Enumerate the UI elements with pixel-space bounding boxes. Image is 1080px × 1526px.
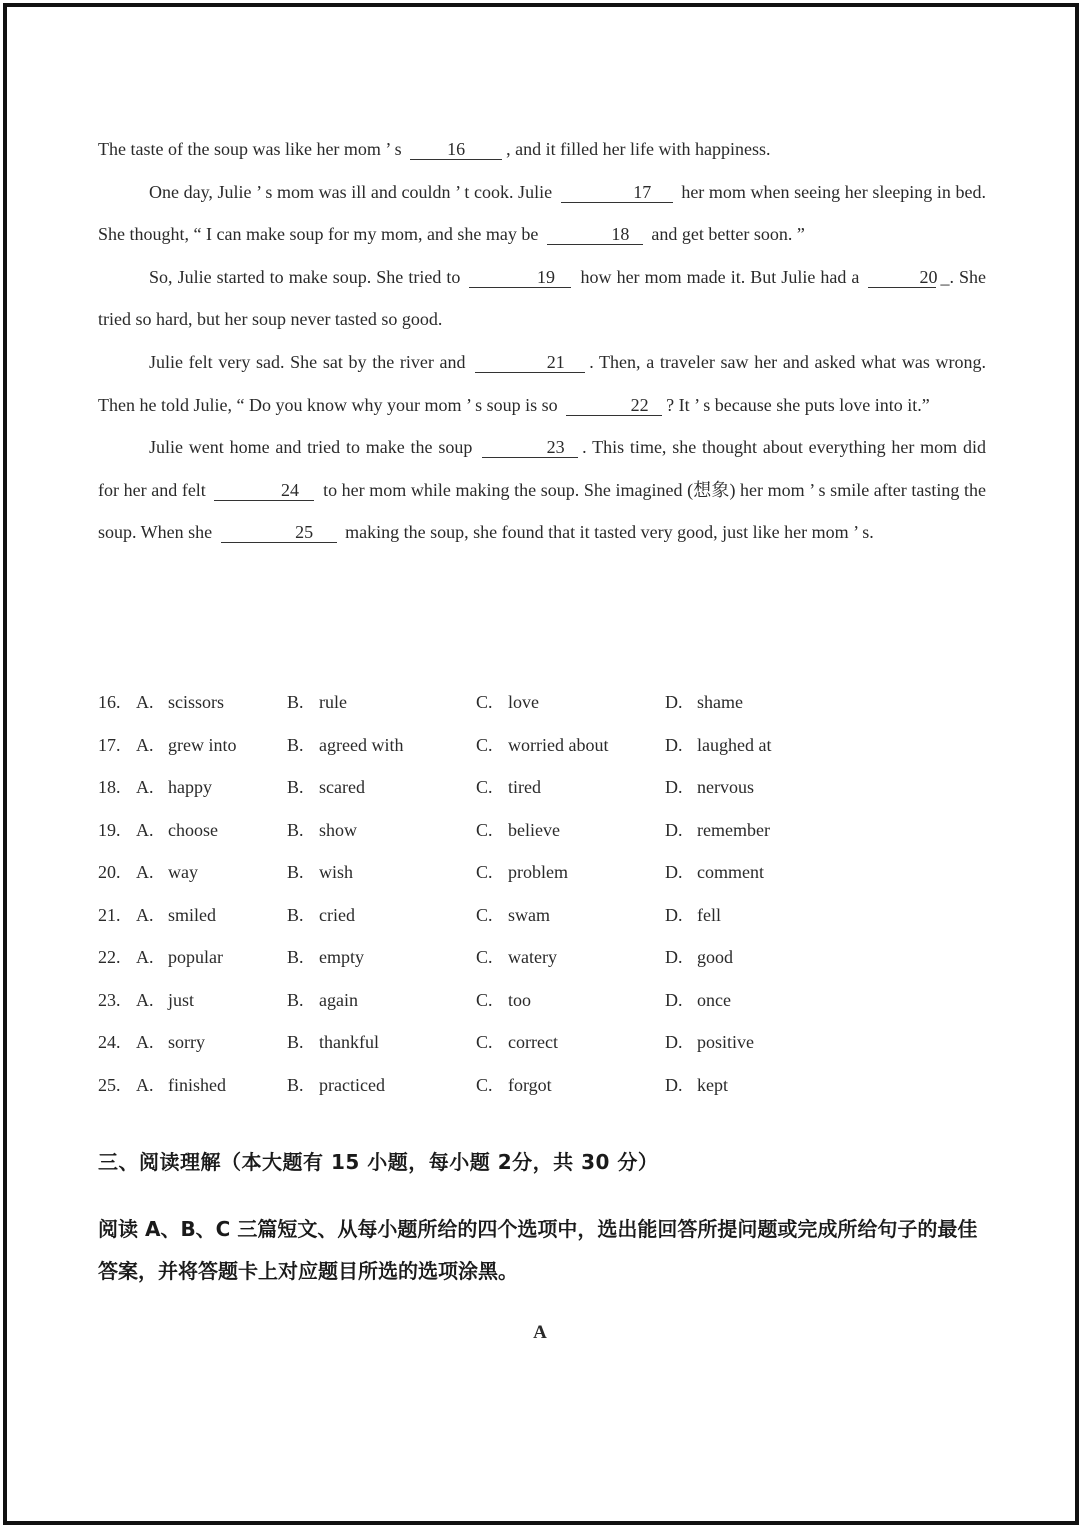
- option-text: finished: [168, 1074, 226, 1095]
- option-letter: A.: [136, 947, 154, 967]
- option-letter: A.: [136, 989, 154, 1010]
- question-row: [98, 1021, 986, 1064]
- passage-paragraph: [98, 341, 986, 426]
- option-text: swam: [508, 904, 550, 925]
- option-letter: A.: [136, 904, 154, 925]
- option-text: scissors: [168, 692, 225, 712]
- passage-text: how her mom made it. But Julie had a: [580, 266, 860, 287]
- option-c[interactable]: [476, 724, 608, 767]
- option-letter: B.: [287, 1032, 304, 1052]
- answer-options: [98, 681, 986, 1106]
- blank-17: 17: [561, 182, 673, 203]
- option-letter: C.: [476, 862, 493, 882]
- option-text: watery: [508, 947, 557, 967]
- option-text: happy: [168, 777, 212, 797]
- option-d[interactable]: [665, 1021, 754, 1064]
- option-text: forgot: [508, 1074, 552, 1095]
- option-letter: C.: [476, 777, 493, 797]
- option-text: thankful: [319, 1032, 379, 1052]
- blank-20: 20: [868, 267, 936, 288]
- question-number: 22.: [98, 947, 121, 967]
- option-text: just: [168, 989, 195, 1010]
- option-b[interactable]: [287, 724, 403, 767]
- option-text: grew into: [168, 734, 237, 755]
- option-text: good: [697, 947, 733, 967]
- option-text: empty: [319, 947, 364, 967]
- option-text: scared: [319, 777, 365, 797]
- question-row: [98, 681, 986, 724]
- option-text: remember: [697, 819, 770, 840]
- passage-paragraph: [98, 426, 986, 554]
- option-letter: C.: [476, 734, 493, 755]
- passage-text: ? It ’ s because she puts love into it.”: [666, 394, 930, 415]
- blank-25: 25: [221, 522, 337, 543]
- option-a[interactable]: [136, 681, 224, 724]
- option-c[interactable]: [476, 809, 560, 852]
- option-text: fell: [697, 904, 721, 925]
- option-letter: C.: [476, 989, 493, 1010]
- option-letter: D.: [665, 777, 683, 797]
- option-d[interactable]: [665, 851, 764, 894]
- option-text: worried about: [508, 734, 609, 755]
- option-c[interactable]: [476, 979, 531, 1022]
- option-d[interactable]: [665, 681, 743, 724]
- option-text: shame: [697, 692, 743, 712]
- option-a[interactable]: [136, 851, 198, 894]
- option-text: once: [697, 989, 731, 1010]
- option-c[interactable]: [476, 766, 541, 809]
- question-number: 20.: [98, 862, 121, 882]
- option-letter: B.: [287, 777, 304, 797]
- option-letter: B.: [287, 734, 304, 755]
- option-letter: C.: [476, 692, 493, 712]
- option-text: way: [168, 862, 198, 882]
- option-letter: D.: [665, 947, 683, 967]
- question-row: [98, 809, 986, 852]
- question-row: [98, 1064, 986, 1107]
- blank-19: 19: [469, 267, 571, 288]
- option-text: believe: [508, 819, 560, 840]
- option-text: love: [508, 692, 539, 712]
- option-letter: D.: [665, 862, 683, 882]
- option-letter: B.: [287, 819, 304, 840]
- passage-label: A: [533, 1322, 547, 1343]
- option-d[interactable]: [665, 766, 754, 809]
- option-a[interactable]: [136, 894, 216, 937]
- option-letter: A.: [136, 777, 154, 797]
- option-c[interactable]: [476, 936, 557, 979]
- option-text: smiled: [168, 904, 216, 925]
- question-row: [98, 894, 986, 937]
- option-text: rule: [319, 692, 347, 712]
- option-letter: C.: [476, 1032, 493, 1052]
- option-a[interactable]: [136, 766, 212, 809]
- option-a[interactable]: [136, 1021, 205, 1064]
- option-letter: C.: [476, 904, 493, 925]
- option-d[interactable]: [665, 936, 733, 979]
- question-number: 16.: [98, 692, 121, 712]
- passage-text: making the soup, she found that it tasted very good, just like her mom ’ s.: [345, 522, 874, 543]
- option-letter: D.: [665, 692, 683, 712]
- option-letter: B.: [287, 692, 304, 712]
- option-letter: C.: [476, 947, 493, 967]
- option-c[interactable]: [476, 1021, 558, 1064]
- option-letter: B.: [287, 862, 304, 882]
- passage-text: Julie went home and tried to make the soup: [149, 437, 473, 458]
- option-text: nervous: [697, 777, 754, 797]
- question-number: 18.: [98, 777, 121, 797]
- option-text: laughed at: [697, 734, 772, 755]
- option-a[interactable]: [136, 1064, 226, 1107]
- option-letter: A.: [136, 734, 154, 755]
- option-text: kept: [697, 1074, 728, 1095]
- option-letter: D.: [665, 1032, 683, 1052]
- blank-22: 22: [566, 395, 662, 416]
- option-b[interactable]: [287, 1064, 385, 1107]
- option-letter: B.: [287, 947, 304, 967]
- blank-24: 24: [214, 480, 314, 501]
- option-letter: D.: [665, 904, 683, 925]
- passage-paragraph: [98, 128, 986, 171]
- option-text: cried: [319, 904, 355, 925]
- option-text: positive: [697, 1032, 754, 1052]
- option-text: tired: [508, 777, 541, 797]
- question-number: 19.: [98, 819, 121, 840]
- option-d[interactable]: [665, 809, 770, 852]
- option-b[interactable]: [287, 766, 365, 809]
- option-d[interactable]: [665, 894, 721, 937]
- option-text: practiced: [319, 1074, 385, 1095]
- question-row: [98, 724, 986, 767]
- option-letter: D.: [665, 734, 683, 755]
- option-letter: D.: [665, 1074, 683, 1095]
- question-number: 24.: [98, 1032, 121, 1052]
- question-row: [98, 936, 986, 979]
- section-instructions: 阅读 A、B、C 三篇短文、从每小题所给的四个选项中，选出能回答所提问题或完成所给句子的最佳答案，并将答题卡上对应题目所选的选项涂黑。: [98, 1217, 978, 1283]
- option-letter: A.: [136, 1074, 154, 1095]
- passage-paragraph: [98, 256, 986, 341]
- option-letter: D.: [665, 819, 683, 840]
- option-a[interactable]: [136, 809, 218, 852]
- question-number: 21.: [98, 904, 121, 925]
- option-text: correct: [508, 1032, 558, 1052]
- passage-text: and get better soon. ”: [651, 224, 805, 245]
- option-text: again: [319, 989, 358, 1010]
- option-text: sorry: [168, 1032, 205, 1052]
- option-c[interactable]: [476, 894, 550, 937]
- option-letter: C.: [476, 819, 493, 840]
- option-text: problem: [508, 862, 568, 882]
- option-text: comment: [697, 862, 764, 882]
- option-text: popular: [168, 947, 223, 967]
- passage-text: . Then, a traveler saw her and asked what was wrong. Then he told Julie, “ Do you know why your mom ’ s soup is so: [98, 351, 987, 415]
- passage-text: , and it filled her life with happiness.: [506, 139, 771, 159]
- passage-text: _. She tried so hard, but her soup never tasted so good.: [98, 266, 987, 330]
- option-letter: B.: [287, 904, 304, 925]
- option-letter: B.: [287, 989, 304, 1010]
- blank-16: 16: [410, 139, 502, 160]
- section-title: 三、阅读理解（本大题有 15 小题，每小题 2分，共 30 分）: [98, 1150, 659, 1174]
- passage-text: One day, Julie ’ s mom was ill and couldn ’ t cook. Julie: [149, 181, 553, 202]
- passage-text: her mom when seeing her sleeping in bed. She thought, “ I can make soup for my mom, and she may be: [98, 181, 987, 245]
- option-letter: A.: [136, 1032, 154, 1052]
- option-c[interactable]: [476, 681, 539, 724]
- option-b[interactable]: [287, 936, 364, 979]
- option-a[interactable]: [136, 979, 194, 1022]
- option-text: agreed with: [319, 734, 404, 755]
- option-b[interactable]: [287, 894, 355, 937]
- option-text: show: [319, 819, 358, 840]
- option-letter: A.: [136, 692, 154, 712]
- option-d[interactable]: [665, 1064, 728, 1107]
- option-letter: A.: [136, 819, 154, 840]
- blank-23: 23: [482, 437, 578, 458]
- question-number: 25.: [98, 1074, 121, 1095]
- option-letter: B.: [287, 1074, 304, 1095]
- option-letter: D.: [665, 989, 683, 1010]
- question-row: [98, 766, 986, 809]
- option-c[interactable]: [476, 1064, 552, 1107]
- option-a[interactable]: [136, 724, 236, 767]
- option-letter: A.: [136, 862, 154, 882]
- option-b[interactable]: [287, 809, 357, 852]
- passage-text: . This time, she thought about everything her mom did for her and felt: [98, 437, 986, 500]
- passage-text: So, Julie started to make soup. She tried to: [149, 266, 461, 287]
- blank-18: 18: [547, 224, 643, 245]
- option-letter: C.: [476, 1074, 493, 1095]
- option-b[interactable]: [287, 851, 353, 894]
- passage-text: Julie felt very sad. She sat by the river and: [149, 351, 466, 372]
- question-row: [98, 851, 986, 894]
- option-c[interactable]: [476, 851, 568, 894]
- option-b[interactable]: [287, 979, 358, 1022]
- option-d[interactable]: [665, 724, 771, 767]
- cloze-passage: [98, 128, 986, 554]
- option-text: choose: [168, 819, 218, 840]
- passage-text: The taste of the soup was like her mom ’ s: [98, 139, 402, 159]
- option-text: wish: [319, 862, 354, 882]
- question-row: [98, 979, 986, 1022]
- question-number: 23.: [98, 989, 121, 1010]
- option-d[interactable]: [665, 979, 731, 1022]
- passage-paragraph: [98, 171, 986, 256]
- option-b[interactable]: [287, 681, 347, 724]
- option-a[interactable]: [136, 936, 223, 979]
- option-text: too: [508, 989, 532, 1010]
- option-b[interactable]: [287, 1021, 379, 1064]
- passage-text: to her mom while making the soup. She imagined (想象) her mom ’ s smile after tasting the soup. When she: [98, 479, 986, 543]
- blank-21: 21: [475, 352, 585, 373]
- question-number: 17.: [98, 734, 121, 755]
